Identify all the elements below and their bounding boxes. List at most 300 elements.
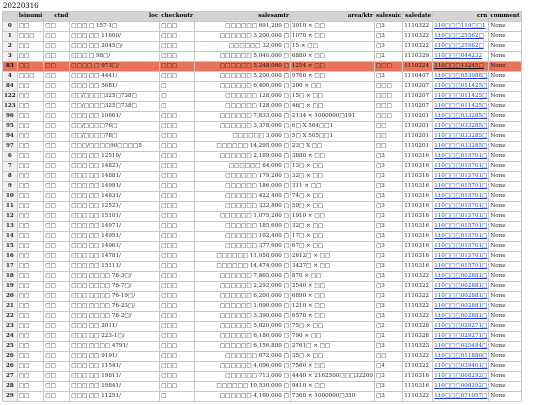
cell-salesuic: □3: [374, 72, 402, 82]
cell-salesuic: □3: [374, 162, 402, 172]
cell-comment: None: [489, 362, 521, 372]
cell-lsinumi: □□: [17, 392, 44, 402]
cell-saledate: 1110316: [403, 382, 433, 392]
table-row: [3, 232, 522, 242]
cell-area: 2134 × 1000000□191: [290, 112, 374, 122]
cell-crn-link[interactable]: 110□□□002881□: [433, 302, 489, 312]
cell-comment: None: [489, 192, 521, 202]
row-index: 12: [3, 212, 18, 222]
cell-checkoutr: □□□: [160, 42, 195, 52]
cell-checkoutr: □□□: [160, 52, 195, 62]
row-index: 11: [3, 202, 18, 212]
cell-lsinumi: □□: [17, 382, 44, 392]
cell-lsinumi: □□: [17, 222, 44, 232]
cell-salesuic: □3: [374, 302, 402, 312]
cell-area: 5□ X 505□□1: [290, 132, 374, 142]
row-index: 10: [3, 192, 18, 202]
cell-loc: □□□□ □ 973□/: [70, 62, 160, 72]
cell-area: 6890 × □□: [290, 292, 374, 302]
cell-comment: None: [489, 172, 521, 182]
cell-comment: None: [489, 62, 521, 72]
cell-salesamtr: □□□□□□ 2,292,000 □: [194, 282, 290, 292]
column-header-salesuic: salesuic: [374, 12, 402, 22]
cell-saledate: 1110316: [403, 232, 433, 242]
cell-crn-link[interactable]: 110□□□029271□: [433, 322, 489, 332]
table-row: [3, 272, 522, 282]
cell-comment: None: [489, 302, 521, 312]
table-body: [3, 22, 522, 402]
cell-ctnd: □□: [44, 182, 70, 192]
cell-checkoutr: □□□: [160, 372, 195, 382]
column-header-crn: crn: [433, 12, 489, 22]
cell-area: 870 × □□: [290, 272, 374, 282]
cell-salesamtr: □□□□□□ 332,800 □: [194, 202, 290, 212]
cell-loc: □□□ □□□□ 76-23□/: [70, 302, 160, 312]
cell-area: 23□ X □□: [290, 142, 374, 152]
cell-ctnd: □□: [44, 122, 70, 132]
column-header-index: [3, 12, 18, 22]
cell-salesamtr: □□□□□□ 3,000 □: [194, 132, 290, 142]
cell-salesamtr: □□□□□□ 2,189,000 □: [194, 152, 290, 162]
column-header-saledate: saledate: [403, 12, 433, 22]
row-index: 28: [3, 382, 18, 392]
cell-comment: None: [489, 112, 521, 122]
cell-salesamtr: □□□□□□ 6,400,000 □: [194, 82, 290, 92]
cell-saledate: 1110316: [403, 262, 433, 272]
cell-salesuic: □3: [374, 262, 402, 272]
row-index: 4: [3, 72, 18, 82]
cell-loc: □□□ □□ 14781/: [70, 252, 160, 262]
cell-lsinumi: □□: [17, 142, 44, 152]
table-row: [3, 312, 522, 322]
cell-crn-link[interactable]: 110□□□015701□: [433, 232, 489, 242]
cell-saledate: 1110316: [403, 252, 433, 262]
row-index: 97: [3, 142, 18, 152]
cell-saledate: 1110316: [403, 242, 433, 252]
cell-area: 2761□ × □□: [290, 342, 374, 352]
cell-comment: None: [489, 202, 521, 212]
cell-lsinumi: □□: [17, 192, 44, 202]
cell-crn-link[interactable]: 110□□□015701□: [433, 182, 489, 192]
cell-lsinumi: □□: [17, 362, 44, 372]
cell-salesamtr: □□□□□□ 32,000 □: [194, 42, 290, 52]
cell-checkoutr: □□□: [160, 62, 195, 72]
cell-saledate: 1110322: [403, 32, 433, 42]
cell-loc: □□□ □□ 14881/: [70, 172, 160, 182]
cell-ctnd: □□: [44, 292, 70, 302]
cell-crn-link[interactable]: 110□□□015701□: [433, 202, 489, 212]
cell-checkoutr: □□□: [160, 302, 195, 312]
sales-dataframe-table: [2, 11, 522, 402]
cell-crn-link[interactable]: 110□□□008292□: [433, 382, 489, 392]
cell-area: 2612□ × □□: [290, 252, 374, 262]
cell-crn-link[interactable]: 110□□□039401□: [433, 362, 489, 372]
cell-ctnd: □□: [44, 242, 70, 252]
cell-lsinumi: □□: [17, 102, 44, 112]
cell-salesuic: □3: [374, 202, 402, 212]
cell-lsinumi: □□: [17, 352, 44, 362]
cell-area: 6570 × □□: [290, 312, 374, 322]
cell-comment: None: [489, 332, 521, 342]
cell-ctnd: □□: [44, 352, 70, 362]
cell-ctnd: □□: [44, 162, 70, 172]
table-row: [3, 242, 522, 252]
cell-loc: □□□ □□ 223-1□/: [70, 332, 160, 342]
cell-area: 1254 × □□: [290, 62, 374, 72]
cell-salesuic: □3: [374, 242, 402, 252]
cell-saledate: 1110207: [403, 92, 433, 102]
cell-area: 67□ × □□: [290, 242, 374, 252]
cell-checkoutr: □□□: [160, 322, 195, 332]
cell-salesuic: □3: [374, 392, 402, 402]
cell-crn-link[interactable]: 110□□□033285□: [433, 142, 489, 152]
cell-checkoutr: □: [160, 82, 195, 92]
cell-loc: □□□ □ 98□/: [70, 52, 160, 62]
cell-salesuic: □3: [374, 152, 402, 162]
cell-loc: □□□ □□ 14961/: [70, 242, 160, 252]
cell-salesuic: □3: [374, 282, 402, 292]
cell-lsinumi: □□: [17, 62, 44, 72]
cell-comment: None: [489, 22, 521, 32]
cell-area: 13□ × □□: [290, 162, 374, 172]
cell-lsinumi: □□: [17, 342, 44, 352]
cell-crn-link[interactable]: 110□□□015701□: [433, 222, 489, 232]
cell-crn-link[interactable]: 110□□□011880□: [433, 352, 489, 362]
cell-salesuic: □□: [374, 132, 402, 142]
cell-salesuic: □□: [374, 142, 402, 152]
cell-loc: □□/□□□□78□: [70, 132, 160, 142]
cell-crn-link[interactable]: 110□□□011425□: [433, 92, 489, 102]
row-index: 17: [3, 262, 18, 272]
table-row: [3, 212, 522, 222]
table-row: [3, 332, 522, 342]
cell-comment: None: [489, 372, 521, 382]
cell-salesamtr: □□□□□□ 102,400 □: [194, 232, 290, 242]
column-header-checkoutr: checkoutr: [160, 12, 195, 22]
cell-comment: None: [489, 152, 521, 162]
cell-lsinumi: □□: [17, 182, 44, 192]
cell-salesamtr: □□□□□□ 5,200,000 □: [194, 72, 290, 82]
table-row: [3, 112, 522, 122]
cell-crn-link[interactable]: 110□□□053988□: [433, 72, 489, 82]
cell-lsinumi: □□: [17, 242, 44, 252]
cell-loc: □□□ □□ 11541/: [70, 362, 160, 372]
cell-saledate: 1110322: [403, 392, 433, 402]
cell-crn-link[interactable]: 110□□□015701□: [433, 172, 489, 182]
row-index: 84: [3, 82, 18, 92]
cell-ctnd: □□: [44, 272, 70, 282]
row-index: 19: [3, 282, 18, 292]
cell-crn-link[interactable]: 110□□□002881□: [433, 312, 489, 322]
cell-loc: □□□ □□□□ 4791/: [70, 342, 160, 352]
cell-lsinumi: □□: [17, 322, 44, 332]
row-index: 3: [3, 52, 18, 62]
cell-comment: None: [489, 392, 521, 402]
cell-loc: □□□ □□ 19811/: [70, 372, 160, 382]
cell-saledate: 1110316: [403, 162, 433, 172]
cell-checkoutr: □□□: [160, 342, 195, 352]
cell-crn-link[interactable]: 110□□□071057□: [433, 392, 489, 402]
cell-comment: None: [489, 242, 521, 252]
cell-salesuic: □3: [374, 192, 402, 202]
cell-ctnd: □□: [44, 32, 70, 42]
cell-crn-link[interactable]: 110□□□015701□: [433, 192, 489, 202]
cell-lsinumi: □□: [17, 112, 44, 122]
cell-area: 9410 × □□: [290, 382, 374, 392]
cell-checkoutr: □□□: [160, 22, 195, 32]
cell-saledate: 1110328: [403, 322, 433, 332]
cell-area: 15□ × □□: [290, 92, 374, 102]
cell-area: 75□ × □□: [290, 322, 374, 332]
cell-lsinumi: □□: [17, 212, 44, 222]
cell-loc: □□□ □□ 4441/: [70, 72, 160, 82]
cell-salesuic: □4: [374, 362, 402, 372]
cell-crn-link[interactable]: 110□□□25562□: [433, 32, 489, 42]
cell-comment: None: [489, 32, 521, 42]
table-row: [3, 102, 522, 112]
cell-ctnd: □□: [44, 82, 70, 92]
cell-area: 7360 × 1000000□350: [290, 392, 374, 402]
cell-checkoutr: □□□: [160, 292, 195, 302]
row-index: 1: [3, 32, 18, 42]
cell-salesamtr: □□□□□□ 3,200,000 □: [194, 32, 290, 42]
cell-comment: None: [489, 122, 521, 132]
cell-salesuic: □3: [374, 292, 402, 302]
cell-loc: □□□ □□ 10661/: [70, 112, 160, 122]
cell-crn-link[interactable]: 110□□□015701□: [433, 252, 489, 262]
cell-loc: □□□ □□ 5681/: [70, 82, 160, 92]
cell-comment: None: [489, 292, 521, 302]
cell-crn-link[interactable]: 110□□□008292□: [433, 372, 489, 382]
table-row: [3, 222, 522, 232]
row-index: 95: [3, 122, 18, 132]
cell-lsinumi: □□: [17, 132, 44, 142]
row-index: 20: [3, 292, 18, 302]
cell-loc: □□/□□□□325□738□: [70, 92, 160, 102]
cell-crn-link[interactable]: 110□□□011425□: [433, 82, 489, 92]
cell-checkoutr: □□□: [160, 232, 195, 242]
cell-lsinumi: □□: [17, 312, 44, 322]
row-index: 13: [3, 222, 18, 232]
cell-comment: None: [489, 82, 521, 92]
cell-comment: None: [489, 282, 521, 292]
cell-saledate: 1110322: [403, 22, 433, 32]
row-index: 29: [3, 392, 18, 402]
cell-crn-link[interactable]: 110□□□13245□: [433, 62, 489, 72]
cell-salesamtr: □□□□□□ 179,200 □: [194, 172, 290, 182]
cell-area: 200 × □□: [290, 82, 374, 92]
cell-crn-link[interactable]: 110□□□002881□: [433, 272, 489, 282]
cell-checkoutr: □□□: [160, 382, 195, 392]
cell-area: 1070 × □□: [290, 32, 374, 42]
row-index: 18: [3, 272, 18, 282]
cell-crn-link[interactable]: 110□□□011425□: [433, 102, 489, 112]
table-row: [3, 392, 522, 402]
cell-salesuic: □3: [374, 252, 402, 262]
cell-area: 6880 × □□: [290, 52, 374, 62]
cell-lsinumi: □□: [17, 42, 44, 52]
cell-area: 59□ × □□: [290, 202, 374, 212]
cell-saledate: 1110201: [403, 142, 433, 152]
cell-crn-link[interactable]: 110□□□25562□: [433, 42, 489, 52]
cell-area: 2540 × □□: [290, 282, 374, 292]
cell-crn-link[interactable]: 110□□□015701□: [433, 162, 489, 172]
cell-salesamtr: □□□□□□ 14,295,000 □: [194, 142, 290, 152]
cell-saledate: 1110322: [403, 42, 433, 52]
cell-loc: □□□ □□ 15101/: [70, 212, 160, 222]
cell-lsinumi: □□: [17, 82, 44, 92]
cell-saledate: 1110316: [403, 222, 433, 232]
cell-loc: □□□/□□□□90□□□□5: [70, 142, 160, 152]
cell-crn-link[interactable]: 110□□□015701□: [433, 242, 489, 252]
cell-checkoutr: □□□: [160, 142, 195, 152]
cell-salesuic: □3: [374, 222, 402, 232]
cell-saledate: 1110316: [403, 192, 433, 202]
row-index: 8: [3, 172, 18, 182]
cell-salesuic: □3: [374, 382, 402, 392]
cell-ctnd: □□: [44, 42, 70, 52]
table-row: [3, 302, 522, 312]
cell-checkoutr: □□□: [160, 272, 195, 282]
cell-crn-link[interactable]: 110□□□033285□: [433, 112, 489, 122]
cell-comment: None: [489, 142, 521, 152]
cell-lsinumi: □□□: [17, 72, 44, 82]
cell-ctnd: □□: [44, 172, 70, 182]
cell-salesamtr: □□□□□□ 5,040,000 □: [194, 52, 290, 62]
cell-saledate: 1110207: [403, 82, 433, 92]
row-index: 9: [3, 182, 18, 192]
cell-crn-link[interactable]: 110□□□002881□: [433, 282, 489, 292]
row-index: 94: [3, 132, 18, 142]
cell-crn-link[interactable]: 110□□□015701□: [433, 152, 489, 162]
column-header-area: area/ktr: [290, 12, 374, 22]
cell-loc: □□□ □□ 14831/: [70, 192, 160, 202]
cell-ctnd: □□: [44, 222, 70, 232]
cell-loc: □□□ □□ 11251/: [70, 392, 160, 402]
cell-comment: None: [489, 322, 521, 332]
cell-crn-link[interactable]: 110□□□044232: [433, 52, 489, 62]
cell-ctnd: □□: [44, 92, 70, 102]
table-row: [3, 202, 522, 212]
cell-salesamtr: □□□□□□ 128,000 □: [194, 92, 290, 102]
cell-salesamtr: □□□□□□ 10,530,000 □: [194, 382, 290, 392]
cell-salesamtr: □□□□□□ 5,820,000 □: [194, 322, 290, 332]
cell-salesamtr: □□□□□□ 6,200,000 □: [194, 292, 290, 302]
cell-salesamtr: □□□□□□ 4,160,000 □: [194, 392, 290, 402]
cell-salesuic: □3: [374, 212, 402, 222]
cell-salesamtr: □□□□□□ 14,474,000 □: [194, 262, 290, 272]
cell-crn-link[interactable]: 110□□□025484□: [433, 342, 489, 352]
cell-lsinumi: □□: [17, 232, 44, 242]
cell-lsinumi: □□: [17, 172, 44, 182]
cell-checkoutr: □□□: [160, 162, 195, 172]
cell-saledate: 1110322: [403, 352, 433, 362]
cell-salesuic: □□□: [374, 82, 402, 92]
cell-lsinumi: □□: [17, 262, 44, 272]
cell-crn-link[interactable]: 110□□□015701□: [433, 212, 489, 222]
date-label: 20220316: [3, 2, 39, 10]
cell-saledate: 1110322: [403, 312, 433, 322]
cell-salesamtr: □□□□□□ 3,390,000 □: [194, 312, 290, 322]
cell-crn-link[interactable]: 110□□□033285□: [433, 122, 489, 132]
row-index: 123: [3, 102, 18, 112]
cell-salesamtr: □□□□□□ 1,090,000 □: [194, 302, 290, 312]
cell-comment: None: [489, 352, 521, 362]
table-row: [3, 372, 522, 382]
cell-loc: □□□ □□□□ 76-7□/: [70, 282, 160, 292]
cell-ctnd: □□: [44, 332, 70, 342]
cell-checkoutr: □□□: [160, 132, 195, 142]
row-index: 22: [3, 312, 18, 322]
cell-lsinumi: □□: [17, 152, 44, 162]
cell-saledate: 1110316: [403, 172, 433, 182]
cell-ctnd: □□: [44, 62, 70, 72]
cell-checkoutr: □□□: [160, 222, 195, 232]
cell-ctnd: □□: [44, 312, 70, 322]
cell-crn-link[interactable]: 110□□□002881□: [433, 292, 489, 302]
cell-crn-link[interactable]: 110□□□029271□: [433, 332, 489, 342]
cell-checkoutr: □□□: [160, 182, 195, 192]
cell-saledate: 1110207: [403, 102, 433, 112]
cell-ctnd: □□: [44, 72, 70, 82]
cell-comment: None: [489, 182, 521, 192]
table-row: [3, 162, 522, 172]
table-row: [3, 122, 522, 132]
cell-ctnd: □□: [44, 362, 70, 372]
cell-lsinumi: □□: [17, 122, 44, 132]
cell-comment: None: [489, 212, 521, 222]
cell-checkoutr: □□□: [160, 72, 195, 82]
cell-comment: None: [489, 312, 521, 322]
cell-area: 46□ × □□: [290, 102, 374, 112]
cell-checkoutr: □□□: [160, 112, 195, 122]
cell-area: 3880 × □□: [290, 152, 374, 162]
cell-comment: None: [489, 52, 521, 62]
cell-loc: □□□ □□□□ 78-2□/: [70, 312, 160, 322]
cell-salesamtr: □□□□□□ 713,000 □: [194, 372, 290, 382]
cell-comment: None: [489, 262, 521, 272]
cell-area: 3910 × □□: [290, 22, 374, 32]
cell-crn-link[interactable]: 110□□□033285□: [433, 132, 489, 142]
cell-ctnd: □□: [44, 372, 70, 382]
cell-lsinumi: □□: [17, 272, 44, 282]
row-index: 2: [3, 42, 18, 52]
cell-saledate: 1110201: [403, 132, 433, 142]
table-row: [3, 362, 522, 372]
cell-lsinumi: □□: [17, 292, 44, 302]
cell-salesuic: □2: [374, 332, 402, 342]
cell-area: 7560 × □□: [290, 362, 374, 372]
cell-lsinumi: □□: [17, 92, 44, 102]
cell-comment: None: [489, 72, 521, 82]
cell-ctnd: □□: [44, 202, 70, 212]
cell-ctnd: □□: [44, 142, 70, 152]
cell-checkoutr: □□□: [160, 172, 195, 182]
cell-area: 32□ × □□: [290, 172, 374, 182]
row-index: 23: [3, 322, 18, 332]
cell-salesuic: □□□: [374, 92, 402, 102]
table-row: [3, 382, 522, 392]
table-row: [3, 292, 522, 302]
cell-checkoutr: □□□: [160, 212, 195, 222]
cell-crn-link[interactable]: 110□□□119□□1: [433, 22, 489, 32]
cell-ctnd: □□: [44, 52, 70, 62]
cell-area: 1910 × □□: [290, 212, 374, 222]
cell-checkoutr: □□□: [160, 202, 195, 212]
cell-saledate: 1110322: [403, 302, 433, 312]
cell-area: 3427□ × □□: [290, 262, 374, 272]
cell-crn-link[interactable]: 110□□□015701□: [433, 262, 489, 272]
